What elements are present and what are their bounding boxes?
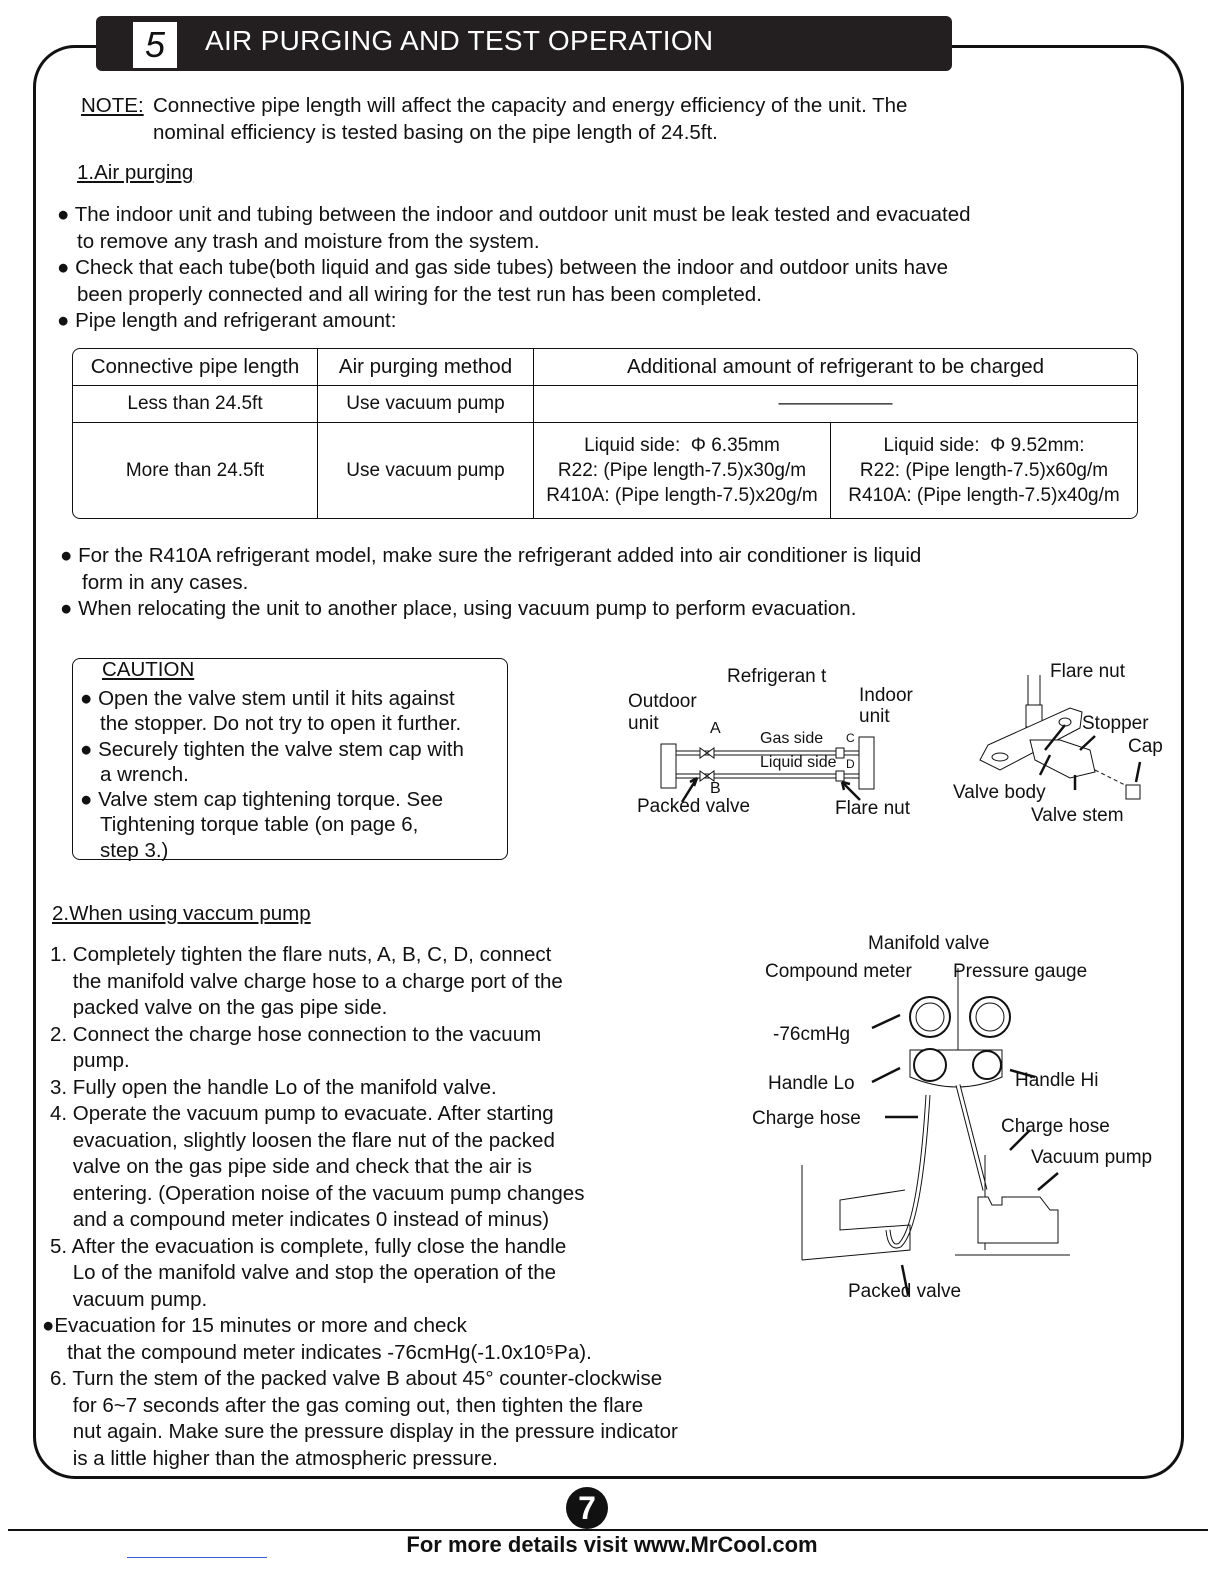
table-cell: More than 24.5ft bbox=[73, 423, 318, 518]
vacuum-steps bbox=[42, 942, 678, 1472]
stopper-label: Stopper bbox=[1082, 713, 1149, 734]
note-label: NOTE: bbox=[81, 94, 144, 117]
caution-line: a wrench. bbox=[100, 762, 189, 786]
caution-line: the stopper. Do not try to open it further. bbox=[100, 712, 462, 736]
bullet-line: ● When relocating the unit to another place, using vacuum pump to perform evacuation. bbox=[60, 597, 857, 620]
table-header-row bbox=[73, 349, 1137, 386]
valve-body-label: Valve body bbox=[953, 782, 1046, 803]
valve-a-label: A bbox=[710, 720, 721, 737]
manifold-diagram bbox=[740, 925, 1180, 1315]
step-line: valve on the gas pipe side and check that the air is bbox=[50, 1155, 533, 1178]
step-line: is a little higher than the atmospheric pressure. bbox=[50, 1446, 498, 1470]
step-line: and a compound meter indicates 0 instead of minus) bbox=[50, 1208, 550, 1231]
nut-c-label: C bbox=[846, 731, 855, 745]
footer-underline bbox=[127, 1557, 267, 1558]
caution-items bbox=[80, 686, 464, 863]
valve-stem-label: Valve stem bbox=[1031, 805, 1124, 826]
step-line: 4. Operate the vacuum pump to evacuate. After starting bbox=[50, 1102, 554, 1125]
flare-nut-label: Flare nut bbox=[1050, 661, 1125, 682]
liquid-side-label: Liquid side bbox=[760, 754, 837, 771]
step-line: 2. Connect the charge hose connection to the vacuum bbox=[50, 1022, 542, 1046]
step-line: that the compound meter indicates -76cmHg(-1.0x10⁵Pa). bbox=[50, 1340, 592, 1364]
outdoor-unit-label: unit bbox=[628, 713, 659, 734]
caution-title: CAUTION bbox=[102, 658, 195, 681]
handle-lo-label: Handle Lo bbox=[768, 1073, 855, 1094]
caution-line: step 3.) bbox=[100, 838, 169, 862]
section-number: 5 bbox=[133, 22, 177, 68]
bullet-line: form in any cases. bbox=[82, 570, 249, 594]
step-line: Lo of the manifold valve and stop the operation of the bbox=[50, 1261, 557, 1284]
gas-side-label: Gas side bbox=[760, 730, 824, 747]
step-line: 3. Fully open the handle Lo of the manifold valve. bbox=[50, 1075, 497, 1099]
step-line: vacuum pump. bbox=[50, 1287, 208, 1311]
caution-line: ● Securely tighten the valve stem cap with bbox=[80, 737, 464, 761]
charge-hose-label-2: Charge hose bbox=[1001, 1116, 1110, 1137]
pipe-refrigerant-table bbox=[72, 348, 1138, 519]
flare-nut-label: Flare nut bbox=[835, 798, 910, 819]
column-header: Air purging method bbox=[318, 349, 534, 386]
caution-line: Tightening torque table (on page 6, bbox=[100, 813, 419, 837]
compound-meter-label: Compound meter bbox=[765, 961, 912, 982]
indoor-label: Indoor bbox=[859, 685, 913, 706]
step-line: nut again. Make sure the pressure display in the pressure indicator bbox=[50, 1420, 678, 1443]
handle-hi-label: Handle Hi bbox=[1015, 1070, 1099, 1091]
column-header: Additional amount of refrigerant to be charged bbox=[534, 349, 1137, 386]
step-line: 6. Turn the stem of the packed valve B about 45° counter-clockwise bbox=[50, 1367, 663, 1390]
outdoor-label: Outdoor bbox=[628, 691, 697, 712]
indoor-unit-label: unit bbox=[859, 706, 890, 727]
table-cell: —————— bbox=[534, 386, 1137, 423]
caution-line: ● Valve stem cap tightening torque. See bbox=[80, 788, 443, 812]
footer-divider bbox=[8, 1529, 1208, 1531]
table-cell: Liquid side: Φ 9.52mm: R22: (Pipe length-7.5)x60g/m R410A: (Pipe length-7.5)x40g/m bbox=[848, 435, 1120, 506]
piping-diagram bbox=[600, 650, 930, 840]
note-line: nominal efficiency is tested basing on the pipe length of 24.5ft. bbox=[153, 120, 718, 144]
vacuum-pump-heading: 2.When using vaccum pump bbox=[52, 902, 311, 925]
nut-d-label: D bbox=[846, 757, 855, 771]
table-cell: Use vacuum pump bbox=[318, 386, 534, 423]
bullet-line: ● The indoor unit and tubing between the indoor and outdoor unit must be leak tested and evacuated bbox=[57, 203, 971, 226]
cmhg-label: -76cmHg bbox=[773, 1024, 851, 1045]
bullet-line: been properly connected and all wiring for the test run has been completed. bbox=[77, 282, 762, 306]
caution-line: ● Open the valve stem until it hits against bbox=[80, 687, 455, 710]
manifold-valve-label: Manifold valve bbox=[868, 933, 990, 954]
section-title: AIR PURGING AND TEST OPERATION bbox=[205, 25, 714, 56]
table-cell: Use vacuum pump bbox=[318, 423, 534, 518]
air-purging-heading: 1.Air purging bbox=[77, 161, 194, 184]
vacuum-pump-label: Vacuum pump bbox=[1031, 1147, 1153, 1168]
table-cell: Less than 24.5ft bbox=[73, 386, 318, 423]
valve-diagram bbox=[940, 650, 1180, 840]
column-header: Connective pipe length bbox=[73, 349, 318, 386]
step-line: for 6~7 seconds after the gas coming out, then tighten the flare bbox=[50, 1393, 644, 1417]
step-line: pump. bbox=[50, 1049, 130, 1072]
refrigerant-bullets bbox=[60, 543, 921, 623]
refrigerant-label: Refrigeran t bbox=[727, 666, 827, 687]
purging-bullets bbox=[57, 202, 971, 335]
bullet-line: to remove any trash and moisture from the system. bbox=[77, 229, 540, 253]
footer-link[interactable]: For more details visit www.MrCool.com bbox=[406, 1532, 818, 1557]
packed-valve-label: Packed valve bbox=[637, 796, 751, 817]
step-line: 1. Completely tighten the flare nuts, A, B, C, D, connect bbox=[50, 943, 552, 966]
step-line: 5. After the evacuation is complete, fully close the handle bbox=[50, 1234, 567, 1258]
step-line: packed valve on the gas pipe side. bbox=[50, 996, 388, 1019]
bullet-line: ● Pipe length and refrigerant amount: bbox=[57, 309, 397, 332]
cap-label: Cap bbox=[1128, 736, 1163, 757]
step-line: evacuation, slightly loosen the flare nut of the packed bbox=[50, 1128, 555, 1152]
valve-b-label: B bbox=[710, 780, 721, 797]
packed-valve-label: Packed valve bbox=[848, 1281, 962, 1302]
step-line: ●Evacuation for 15 minutes or more and check bbox=[42, 1314, 467, 1337]
note-text bbox=[153, 93, 907, 146]
table-row bbox=[73, 386, 1137, 423]
charge-hose-label: Charge hose bbox=[752, 1108, 861, 1129]
step-line: the manifold valve charge hose to a charge port of the bbox=[50, 969, 563, 993]
step-line: entering. (Operation noise of the vacuum pump changes bbox=[50, 1181, 585, 1205]
note-line: Connective pipe length will affect the capacity and energy efficiency of the unit. The bbox=[153, 94, 908, 117]
pressure-gauge-label: Pressure gauge bbox=[953, 961, 1088, 982]
table-cell: Liquid side: Φ 6.35mm R22: (Pipe length-7.5)x30g/m R410A: (Pipe length-7.5)x20g/m bbox=[534, 423, 831, 518]
bullet-line: ● For the R410A refrigerant model, make sure the refrigerant added into air conditioner is liquid bbox=[60, 544, 922, 567]
page-number: 7 bbox=[566, 1487, 608, 1529]
table-row bbox=[73, 423, 1137, 518]
bullet-line: ● Check that each tube(both liquid and gas side tubes) between the indoor and outdoor units have bbox=[57, 256, 949, 279]
